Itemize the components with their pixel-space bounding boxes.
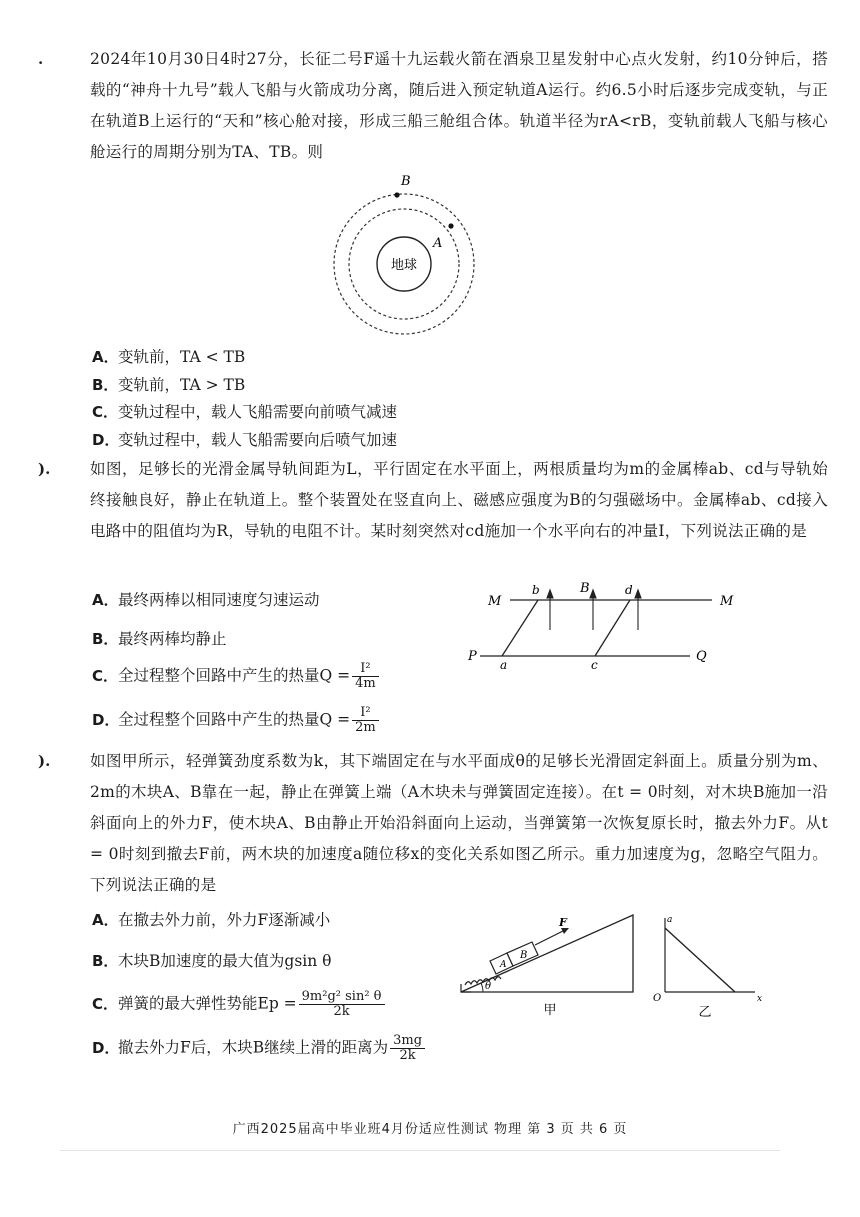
spring bbox=[465, 977, 501, 985]
q2-option-d bbox=[92, 706, 379, 735]
spacecraft-a bbox=[448, 223, 453, 228]
option-letter: C． bbox=[92, 403, 119, 421]
q3-option-c bbox=[92, 990, 385, 1019]
label-angle: θ bbox=[485, 981, 492, 992]
fraction-numerator: 9m²g² sin² θ bbox=[299, 990, 385, 1005]
q2-option-a bbox=[92, 587, 320, 613]
option-text: 在撤去外力前，外力F逐渐减小 bbox=[118, 911, 331, 929]
label-block-a: A bbox=[500, 960, 507, 970]
option-letter: D． bbox=[92, 710, 120, 729]
spacecraft-b bbox=[394, 192, 399, 197]
fraction bbox=[352, 706, 379, 735]
question-number: ). bbox=[38, 752, 51, 770]
q1-option-c bbox=[92, 399, 397, 425]
label-axis-a: a bbox=[667, 915, 673, 925]
option-text: 木块B加速度的最大值为gsin θ bbox=[118, 952, 332, 970]
option-letter: D． bbox=[92, 1038, 120, 1057]
question-1 bbox=[38, 44, 828, 168]
question-stem: 如图甲所示，轻弹簧劲度系数为k，其下端固定在与水平面成θ的足够长光滑固定斜面上。质量分别为m、2m的木块A、B靠在一起，静止在弹簧上端（A木块未与弹簧固定连接）。在t = 0时刻，对木块B施加一沿斜面向上的外力F，使木块A、B由静止开始沿斜面向上运动，当弹簧第一次恢复原长时，撤去外力F。从t = 0时刻到撤去F前，两木块的加速度a随位移x的变化关系如图乙所示。重力加速度为g，忽略空气阻力。下列说法正确的是 bbox=[90, 752, 828, 894]
fraction bbox=[352, 662, 379, 691]
label-d: d bbox=[625, 583, 633, 597]
option-letter: C． bbox=[92, 994, 119, 1013]
option-letter: A． bbox=[92, 911, 119, 929]
q1-option-b bbox=[92, 372, 245, 398]
label-m-right: M bbox=[720, 594, 734, 609]
option-text: 变轨过程中，载人飞船需要向前喷气减速 bbox=[118, 403, 398, 421]
orbit-b-label: B bbox=[401, 174, 411, 189]
label-field-b: B bbox=[580, 581, 590, 596]
fraction-denominator: 2k bbox=[333, 1004, 350, 1019]
page-footer: 广西2025届高中毕业班4月份适应性测试 物理 第 3 页 共 6 页 bbox=[232, 1122, 628, 1137]
option-text: 变轨前，TA > TB bbox=[118, 376, 246, 394]
label-axis-x: x bbox=[757, 994, 763, 1004]
question-3 bbox=[38, 746, 828, 901]
incline-diagram bbox=[455, 912, 775, 1024]
label-force: F bbox=[559, 916, 567, 929]
label-yi: 乙 bbox=[698, 1005, 712, 1020]
a-x-line bbox=[665, 928, 735, 992]
fraction-numerator: I² bbox=[352, 662, 379, 677]
earth-label: 地球 bbox=[390, 258, 418, 273]
fraction-numerator: I² bbox=[352, 706, 379, 721]
option-letter: A． bbox=[92, 348, 119, 366]
fraction-denominator: 2k bbox=[399, 1048, 416, 1063]
question-2 bbox=[38, 454, 828, 547]
orbit-diagram bbox=[330, 170, 480, 340]
q1-option-d bbox=[92, 427, 397, 453]
option-text: 最终两棒以相同速度匀速运动 bbox=[118, 591, 320, 609]
q1-option-a bbox=[92, 344, 245, 370]
option-text: 全过程整个回路中产生的热量Q = bbox=[118, 666, 351, 685]
label-origin: O bbox=[653, 993, 662, 1004]
label-block-b: B bbox=[520, 950, 528, 961]
label-p: P bbox=[468, 649, 477, 664]
label-c: c bbox=[591, 658, 598, 672]
rod-ab bbox=[502, 600, 538, 656]
option-letter: D． bbox=[92, 431, 120, 449]
question-number: ). bbox=[38, 460, 51, 478]
q2-option-c bbox=[92, 662, 379, 691]
q3-option-d bbox=[92, 1034, 425, 1063]
question-number: . bbox=[38, 50, 44, 68]
divider bbox=[60, 1150, 780, 1151]
option-text: 最终两棒均静止 bbox=[118, 630, 227, 648]
label-m-left: M bbox=[488, 594, 502, 609]
option-text: 变轨前，TA < TB bbox=[118, 348, 246, 366]
option-text: 弹簧的最大弹性势能Ep = bbox=[118, 994, 297, 1013]
option-letter: A． bbox=[92, 591, 119, 609]
option-letter: C． bbox=[92, 666, 119, 685]
q3-option-b bbox=[92, 948, 331, 974]
option-text: 全过程整个回路中产生的热量Q = bbox=[118, 710, 351, 729]
label-a: a bbox=[500, 658, 508, 672]
option-letter: B． bbox=[92, 376, 119, 394]
rod-cd bbox=[595, 600, 630, 656]
orbit-a-label: A bbox=[433, 236, 443, 251]
fraction-denominator: 2m bbox=[355, 720, 376, 735]
force-arrow bbox=[535, 930, 565, 945]
label-b: b bbox=[532, 583, 540, 597]
option-text: 变轨过程中，载人飞船需要向后喷气加速 bbox=[118, 431, 398, 449]
fraction-numerator: 3mg bbox=[390, 1034, 425, 1049]
fraction-denominator: 4m bbox=[355, 676, 376, 691]
fraction bbox=[299, 990, 385, 1019]
label-jia: 甲 bbox=[543, 1003, 557, 1018]
option-letter: B． bbox=[92, 630, 119, 648]
question-stem: 如图，足够长的光滑金属导轨间距为L，平行固定在水平面上，两根质量均为m的金属棒ab、cd与导轨始终接触良好，静止在轨道上。整个装置处在竖直向上、磁感应强度为B的匀强磁场中。金属棒ab、cd接入电路中的阻值均为R，导轨的电阻不计。某时刻突然对cd施加一个水平向右的冲量I，下列说法正确的是 bbox=[90, 460, 828, 540]
option-letter: B． bbox=[92, 952, 119, 970]
fraction bbox=[390, 1034, 425, 1063]
question-stem: 2024年10月30日4时27分，长征二号F遥十九运载火箭在酒泉卫星发射中心点火发射，约10分钟后，搭载的“神舟十九号”载人飞船与火箭成功分离，随后进入预定轨道A运行。约6.5小时后逐步完成变轨，与正在轨道B上运行的“天和”核心舱对接，形成三船三舱组合体。轨道半径为rA<rB，变轨前载人飞船与核心舱运行的周期分别为TA、TB。则 bbox=[90, 50, 828, 161]
q3-option-a bbox=[92, 907, 330, 933]
angle-arc bbox=[481, 983, 483, 992]
option-text: 撤去外力F后，木块B继续上滑的距离为 bbox=[118, 1038, 389, 1057]
q2-option-b bbox=[92, 626, 227, 652]
rail-diagram bbox=[468, 578, 750, 672]
label-q: Q bbox=[696, 649, 707, 664]
